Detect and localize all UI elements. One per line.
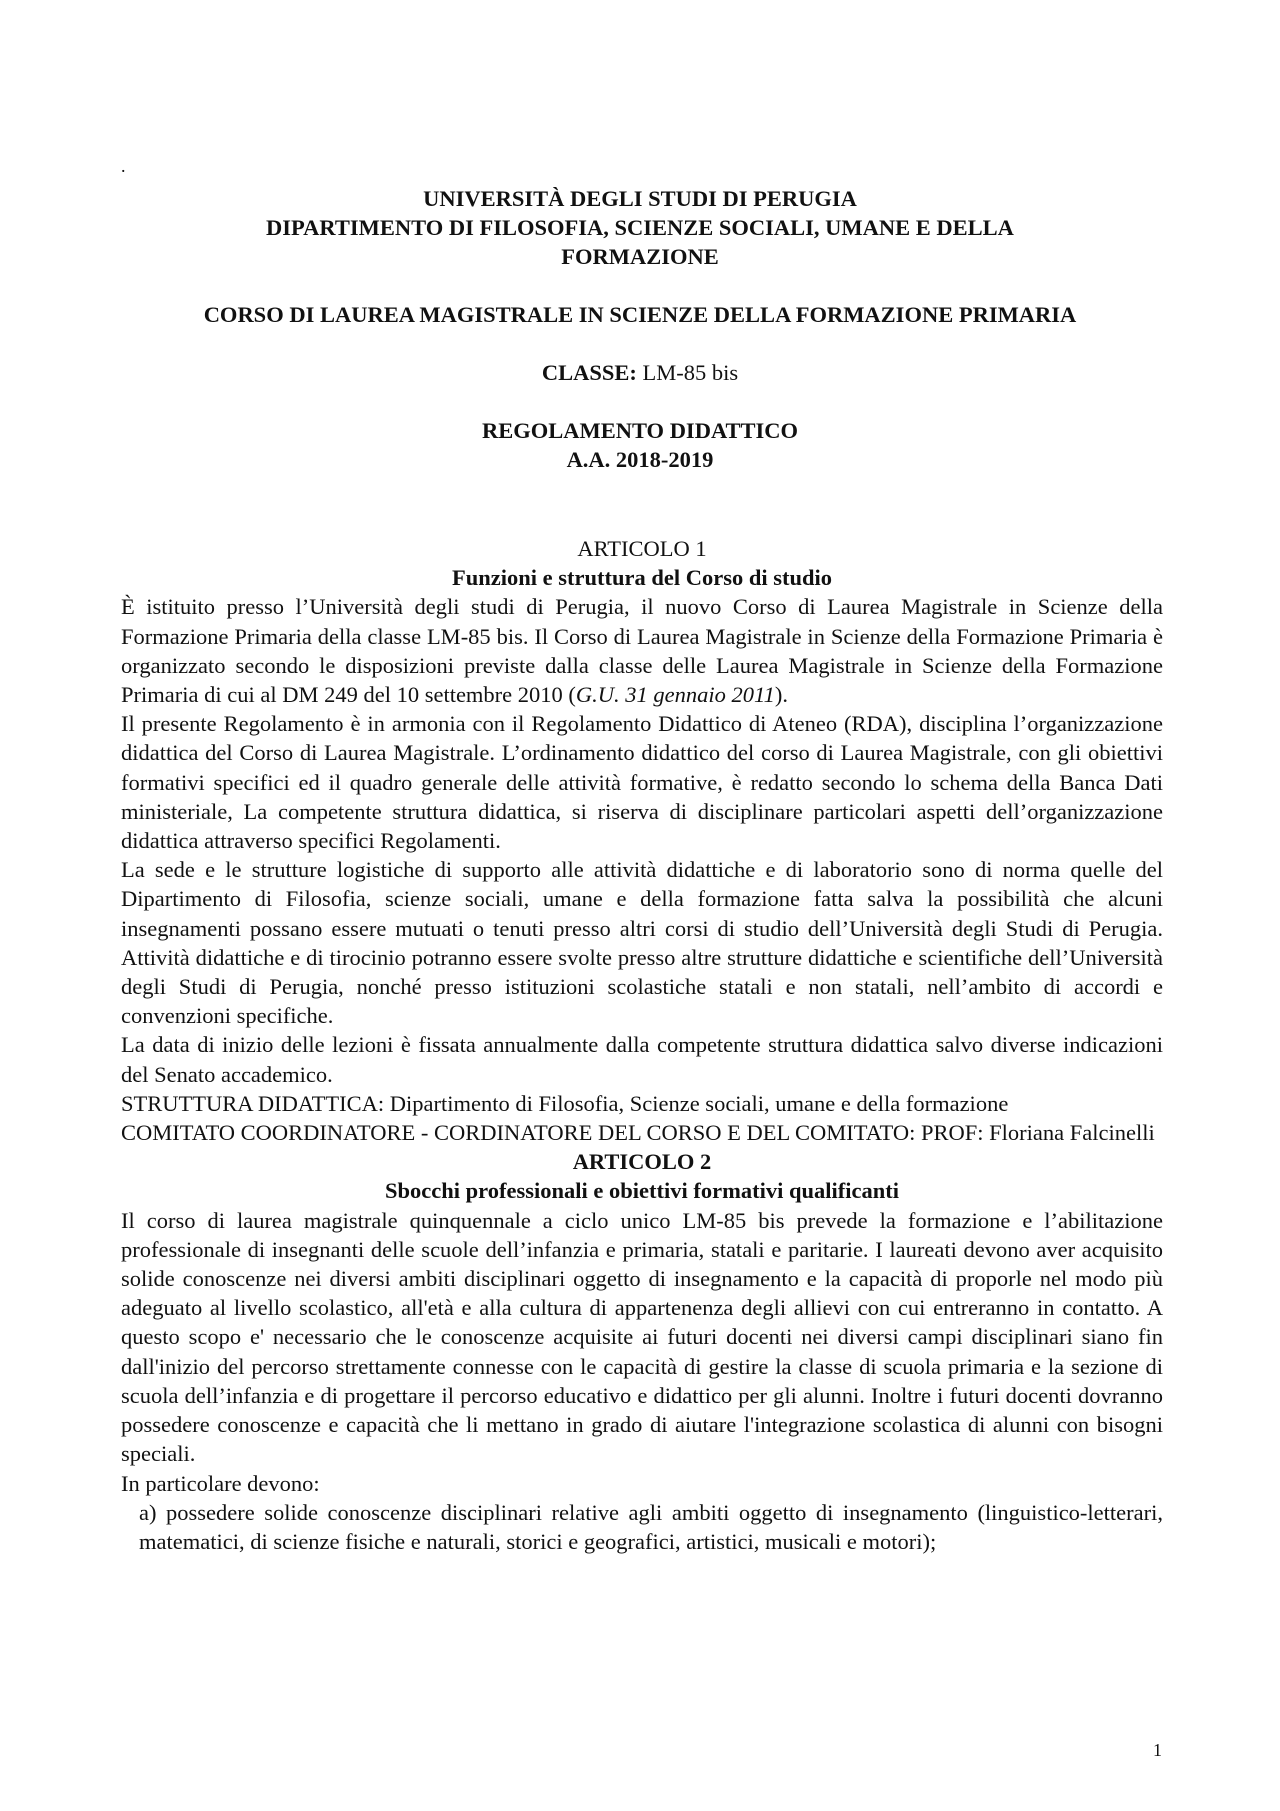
article-1-structure: STRUTTURA DIDATTICA: Dipartimento di Filosofia, Scienze sociali, umane e della formazione [121,1090,1009,1116]
document-body [121,534,1163,1556]
university-name: UNIVERSITÀ DEGLI STUDI DI PERUGIA [423,186,857,211]
article-1-paragraph-1-text: È istituito presso l’Università degli studi di Perugia, il nuovo Corso di Laurea Magistrale in Scienze della Formazione Primaria della classe LM-85 bis. Il Corso di Laurea Magistrale in Scienze della Formazione Primaria è organizzato secondo le disposizioni previste dalla classe delle Laurea Magistrale in Scienze della Formazione Primaria di cui al DM 249 del 10 settembre 2010 ( [121,594,1163,708]
page-marker: . [121,156,126,176]
regulation-title: REGOLAMENTO DIDATTICO [481,418,799,443]
gazette-reference: G.U. 31 gennaio 2011 [575,682,775,708]
article-2-number-text: ARTICOLO 2 [572,1149,712,1175]
article-1-paragraph-1 [121,592,1163,709]
course-title: CORSO DI LAUREA MAGISTRALE IN SCIENZE DELLA FORMAZIONE PRIMARIA [203,302,1077,327]
class-value: LM-85 bis [642,360,739,385]
article-2-number [121,1147,1163,1176]
department-line-2: FORMAZIONE [561,244,719,269]
academic-year: A.A. 2018-2019 [566,447,714,472]
spacer [120,271,1160,300]
article-1-paragraph-4: La data di inizio delle lezioni è fissata annualmente dalla competente struttura didattica salvo diverse indicazioni del Senato accademico. [121,1032,1163,1087]
article-2-title: Sbocchi professionali e obiettivi formativi qualificanti [385,1178,899,1204]
spacer [120,387,1160,416]
article-1-paragraph-1-end: ). [774,682,788,708]
article-1-paragraph-2: Il presente Regolamento è in armonia con il Regolamento Didattico di Ateneo (RDA), disciplina l’organizzazione didattica del Corso di Laurea Magistrale. L’ordinamento didattico del corso di Laurea Magistrale, con gli obiettivi formativi specifici ed il quadro generale delle attività formative, è redatto secondo lo schema della Banca Dati ministeriale, La competente struttura didattica, si riserva di disciplinare particolari aspetti dell’organizzazione didattica attraverso specifici Regolamenti. [121,711,1163,854]
class-line [120,358,1160,387]
article-1-paragraph-3: La sede e le strutture logistiche di supporto alle attività didattiche e di laboratorio sono di norma quelle del Dipartimento di Filosofia, scienze sociali, umane e della formazione fatta salva la possibilità che alcuni insegnamenti possano essere mutuati o tenuti presso altri corsi di studio dell’Università degli Studi di Perugia. Attività didattiche e di tirocinio potranno essere svolte presso altre strutture didattiche e scientifiche dell’Università degli Studi di Perugia, nonché presso istituzioni scolastiche statali e non statali, nell’ambito di accordi e convenzioni specifiche. [121,857,1163,1029]
document-header [120,184,1160,474]
article-2-item-a: a) possedere solide conoscenze disciplinari relative agli ambiti oggetto di insegnamento (linguistico-letterari, matematici, di scienze fisiche e naturali, storici e geografici, artistici, musicali e motori); [139,1499,1163,1554]
article-2-paragraph-1: Il corso di laurea magistrale quinquennale a ciclo unico LM-85 bis prevede la formazione e l’abilitazione professionale di insegnanti delle scuole dell’infanzia e primaria, statali e paritarie. I laureati devono aver acquisito solide conoscenze nei diversi ambiti disciplinari oggetto di insegnamento e la capacità di proporle nel modo più adeguato al livello scolastico, all'età e alla cultura di appartenenza degli allievi con cui entreranno in contatto. A questo scopo e' necessario che le conoscenze acquisite ai futuri docenti nei diversi campi disciplinari siano fin dall'inizio del percorso strettamente connesse con le capacità di gestire la classe di scuola primaria e la sezione di scuola dell’infanzia e di progettare il percorso educativo e didattico per gli alunni. Inoltre i futuri docenti dovranno possedere conoscenze e capacità che li mettano in grado di aiutare l'integrazione scolastica di alunni con bisogni speciali. [121,1207,1163,1467]
class-label: CLASSE: [541,360,637,385]
department-line-1: DIPARTIMENTO DI FILOSOFIA, SCIENZE SOCIALI, UMANE E DELLA [266,215,1014,240]
article-1-number: ARTICOLO 1 [577,536,707,561]
page-number: 1 [1153,1740,1162,1760]
article-1-title: Funzioni e struttura del Corso di studio [451,565,833,591]
article-2-paragraph-2: In particolare devono: [121,1470,320,1496]
spacer [120,329,1160,358]
article-1-committee: COMITATO COORDINATORE - CORDINATORE DEL CORSO E DEL COMITATO: PROF: Floriana Falcinelli [121,1120,1155,1146]
